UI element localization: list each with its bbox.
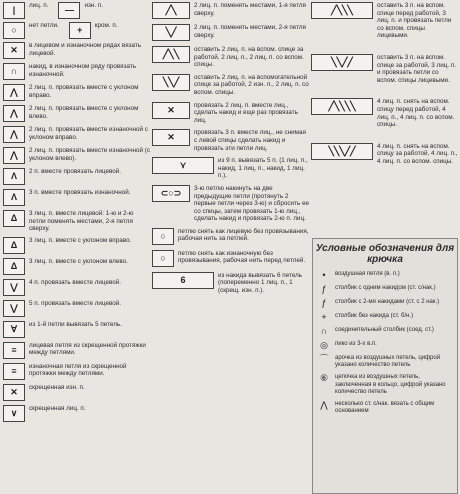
edge-stitch-icon: + — [69, 22, 91, 39]
stitch-symbol-icon: ⋁ — [3, 279, 25, 296]
legend-text: оставить 2 лиц. п. на вспомогательной спице за работой, 2 изн. п., 2 лиц. п. со вспом. спицы. — [194, 73, 309, 96]
legend-text: провязать 2 лиц. п. вместе лиц., сделать накид и еще раз провязать лиц. — [194, 101, 298, 124]
legend-text: столбик с одним накидом (ст. с/нак.) — [335, 285, 436, 291]
legend-item — [152, 24, 310, 41]
crochet-legend-item — [317, 401, 453, 415]
legend-text: скрещенная изн. п. — [29, 383, 85, 391]
crochet-symbol-icon: ∩ — [320, 326, 328, 336]
legend-item — [152, 74, 310, 97]
crochet-symbol-icon: ⑥ — [319, 373, 329, 384]
legend-text: 3 лиц. п. вместе с уклоном влево. — [29, 257, 128, 265]
legend-item — [69, 22, 118, 39]
legend-text: кром. п. — [94, 22, 118, 29]
crochet-symbol-icon: ⌒ — [319, 354, 329, 364]
legend-text: 2 лиц. п. провязать вместе изнаночной (с уклоном влево). — [29, 147, 151, 162]
knit-legend-column-2 — [152, 2, 310, 300]
stitch-symbol-icon: ╱╲╲╲╲ — [311, 98, 373, 115]
crochet-legend-item — [317, 327, 453, 336]
legend-pair — [3, 22, 151, 39]
legend-text: столбик без накида (ст. б/н.) — [335, 313, 414, 319]
legend-text: 2 лиц. п. поменять местами, 2-я петля сверху. — [194, 24, 306, 39]
legend-text: 2 лиц. п. провязать вместе с уклоном влево. — [29, 105, 139, 120]
stitch-symbol-icon: ⋀ — [3, 105, 25, 122]
legend-text: из 1-й петли вывязать 5 петель. — [29, 320, 122, 328]
stitch-symbol-icon: ╲╲╱╱ — [311, 54, 373, 71]
legend-text: пико из 3-х в.п. — [335, 341, 377, 347]
legend-text: 2 лиц. п. провязать вместе изнаночной с уклоном вправо. — [29, 126, 148, 141]
stitch-symbol-icon: ⋀ — [3, 84, 25, 101]
legend-item — [3, 279, 151, 296]
stitch-symbol-icon: ✕ — [3, 384, 25, 401]
legend-item — [152, 102, 310, 125]
legend-item — [3, 363, 151, 380]
crochet-symbol-icon: ƒ — [321, 298, 327, 308]
stitch-symbol-icon: ≡ — [3, 363, 25, 380]
legend-item — [3, 126, 151, 143]
legend-text: изн. п. — [84, 2, 104, 9]
crochet-legend-title: Условные обозначения для крючка — [315, 243, 455, 265]
crochet-legend-item — [317, 285, 453, 294]
purl-stitch-icon: — — [58, 2, 80, 19]
legend-text: 3-ю петлю накинуть на две предыдущие петли (протянуть 2 первые петли через 3-ю) и сбросить ее со спицы, затем провязать 1-ю лиц., сделать накид и провязать 2-ю п. лиц. — [194, 184, 309, 223]
knit-legend-column-3 — [311, 2, 458, 180]
stitch-symbol-icon: ○ — [152, 228, 174, 245]
stitch-symbol-icon: ⋀ — [3, 126, 25, 143]
legend-text: изнаночная петля из скрещенной протяжки между петлями. — [29, 362, 127, 378]
legend-text: лиц. п. — [29, 2, 49, 9]
legend-item — [311, 2, 458, 40]
legend-text: скрещенная лиц. п. — [29, 404, 86, 412]
legend-text: оставить 3 п. на вспом. спице перед работой, 3 лиц. п. и провязать петли со вспом. спицы лицевыми. — [377, 2, 452, 40]
crochet-symbol-icon: ⋀ — [320, 400, 328, 411]
legend-text: несколько ст. с/нак. вязать с общим основанием — [335, 401, 435, 415]
legend-text: цепочка из воздушных петель, заключенная в кольцо, цифрой указано количество петель — [335, 374, 446, 395]
legend-text: оставить 2 лиц. п. на вспом. спице за работой, 2 лиц. п., 2 лиц. п. со вспом. спицы. — [194, 46, 304, 69]
legend-item — [3, 168, 151, 185]
stitch-symbol-icon: Δ — [3, 237, 25, 254]
stitch-symbol-icon: ╱╲╲╲ — [311, 2, 373, 19]
stitch-symbol-icon: ∀ — [3, 321, 25, 338]
legend-pair — [3, 2, 151, 19]
crochet-legend-item — [317, 313, 453, 322]
legend-item — [152, 185, 310, 223]
legend-text: петлю снять как лицевую без провязывания, рабочая нить за петлей. — [178, 227, 309, 243]
crochet-legend-item — [317, 341, 453, 350]
legend-text: воздушная петля (в. п.) — [335, 271, 400, 277]
legend-item — [152, 272, 310, 295]
legend-item — [3, 147, 151, 164]
legend-text: нет петли. — [29, 22, 59, 29]
legend-item — [3, 2, 48, 19]
legend-item — [152, 157, 310, 180]
legend-text: 5 п. провязать вместе лицевой. — [29, 299, 122, 307]
stitch-symbol-icon: ≡ — [3, 342, 25, 359]
no-stitch-icon: ○ — [3, 22, 25, 39]
legend-text: оставить 3 п. на вспом. спице за работой, 3 лиц. п. и провязать петли со вспом. спицы лицевыми. — [377, 53, 457, 84]
legend-item — [3, 237, 151, 254]
legend-text: 3 п. вместе провязать изнаночной. — [29, 189, 131, 196]
legend-item — [3, 22, 59, 39]
stitch-symbol-icon: ∩ — [3, 63, 25, 80]
legend-item — [3, 189, 151, 206]
legend-item — [3, 300, 151, 317]
crochet-legend-item — [317, 299, 453, 308]
crochet-legend-item — [317, 271, 453, 280]
legend-list — [311, 2, 458, 166]
legend-text: 2 п. вместе провязать лицевой. — [29, 168, 122, 175]
stitch-symbol-icon: ✕ — [152, 102, 190, 119]
knit-legend-column-1 — [3, 2, 151, 426]
stitch-symbol-icon: ╲╱ — [152, 24, 190, 41]
legend-item — [3, 84, 151, 101]
legend-text: соединительный столбик (соед. ст.) — [335, 327, 434, 333]
legend-item — [152, 250, 310, 267]
stitch-symbol-icon: 6 — [152, 272, 214, 289]
legend-item — [3, 210, 151, 233]
legend-text: в лицевом и изнаночном рядах вязать лицевой. — [29, 42, 142, 57]
legend-text: 3 лиц. п. вместе лицевой: 1-ю и 2-ю петли поменять местами, 2-я петля сверху. — [29, 210, 134, 233]
legend-list — [3, 42, 151, 422]
legend-item — [152, 129, 310, 152]
legend-item — [3, 384, 151, 401]
legend-item — [311, 98, 458, 128]
stitch-symbol-icon: Λ — [3, 189, 25, 206]
stitch-symbol-icon: ╲╲╱ — [152, 74, 190, 91]
crochet-symbol-icon: ◎ — [320, 340, 328, 350]
legend-item — [3, 63, 151, 80]
legend-item — [3, 342, 151, 359]
stitch-symbol-icon: ✕ — [3, 42, 25, 59]
stitch-symbol-icon: ╲╲╲╱╱ — [311, 143, 373, 160]
legend-text: 3 лиц. п. вместе с уклоном вправо. — [29, 236, 132, 244]
legend-text: из накида вывязать 6 петель (попеременно 1 лиц. п., 1 (скрещ. изн. п.). — [218, 271, 303, 295]
legend-text: из 9 п. вывязать 5 п. (1 лиц. п., накид, 1 лиц. п., накид, 1 лиц. п.). — [218, 157, 308, 180]
legend-item — [152, 228, 310, 245]
stitch-symbol-icon: ⋀ — [3, 147, 25, 164]
legend-text: 2 лиц. п. поменять местами, 1-я петля сверху. — [194, 2, 306, 17]
crochet-legend-list — [313, 271, 457, 415]
legend-item — [3, 105, 151, 122]
crochet-legend-box — [312, 238, 458, 494]
legend-item — [58, 2, 103, 19]
legend-text: накид, в изнаночном ряду провязать изнаночной. — [29, 63, 137, 78]
stitch-symbol-icon: ○ — [152, 250, 174, 267]
legend-item — [311, 143, 458, 166]
stitch-symbol-icon: ╱╲╲ — [152, 46, 190, 63]
stitch-symbol-icon: ⊂○⊃ — [152, 185, 190, 202]
legend-text: 2 лиц. п. провязать вместе с уклоном вправо. — [29, 84, 139, 99]
legend-text: провязать 3 п. вместе лиц., не снимая с левой спицы сделать накид и провязать эти петли лиц. — [194, 129, 306, 152]
legend-text: лицевая петля из скрещенной протяжки между петлями. — [29, 341, 146, 357]
legend-item — [311, 54, 458, 84]
crochet-symbol-icon: • — [322, 270, 326, 280]
legend-text: столбик с 2-мя накидами (ст. с 2 нак.) — [335, 299, 440, 305]
legend-item — [3, 258, 151, 275]
stitch-symbol-icon: ∨ — [3, 405, 25, 422]
crochet-symbol-icon: ƒ — [321, 284, 327, 294]
legend-text: 4 лиц. п. снять на вспом. спицу за работой, 4 лиц. п., 4 лиц. п. со вспом. спицы. — [377, 142, 458, 165]
stitch-symbol-icon: ╱╲ — [152, 2, 190, 19]
stitch-symbol-icon: ⋁ — [3, 300, 25, 317]
legend-list — [152, 2, 310, 295]
stitch-symbol-icon: Δ — [3, 210, 25, 227]
legend-item — [3, 405, 151, 422]
legend-text: петлю снять как изнаночную без провязывания, рабочая нить перед петлей. — [178, 249, 306, 265]
knit-stitch-icon: | — [3, 2, 25, 19]
legend-item — [3, 42, 151, 59]
crochet-legend-item — [317, 374, 453, 396]
stitch-symbol-icon: ✕ — [152, 129, 190, 146]
legend-item — [152, 46, 310, 69]
legend-item — [152, 2, 310, 19]
legend-text: арочка из воздушных петель, цифрой указано количество петель — [335, 355, 441, 369]
stitch-symbol-icon: Δ — [3, 258, 25, 275]
stitch-symbol-icon: ⋎ — [152, 157, 214, 174]
legend-text: 4 лиц. п. снять на вспом. спицу перед работой, 4 лиц. п., 4 лиц. п. со вспом. спицы. — [377, 98, 455, 129]
legend-item — [3, 321, 151, 338]
legend-text: 4 п. провязать вместе лицевой. — [29, 278, 122, 286]
stitch-symbol-icon: Λ — [3, 168, 25, 185]
crochet-legend-item — [317, 355, 453, 369]
crochet-symbol-icon: + — [321, 312, 327, 322]
